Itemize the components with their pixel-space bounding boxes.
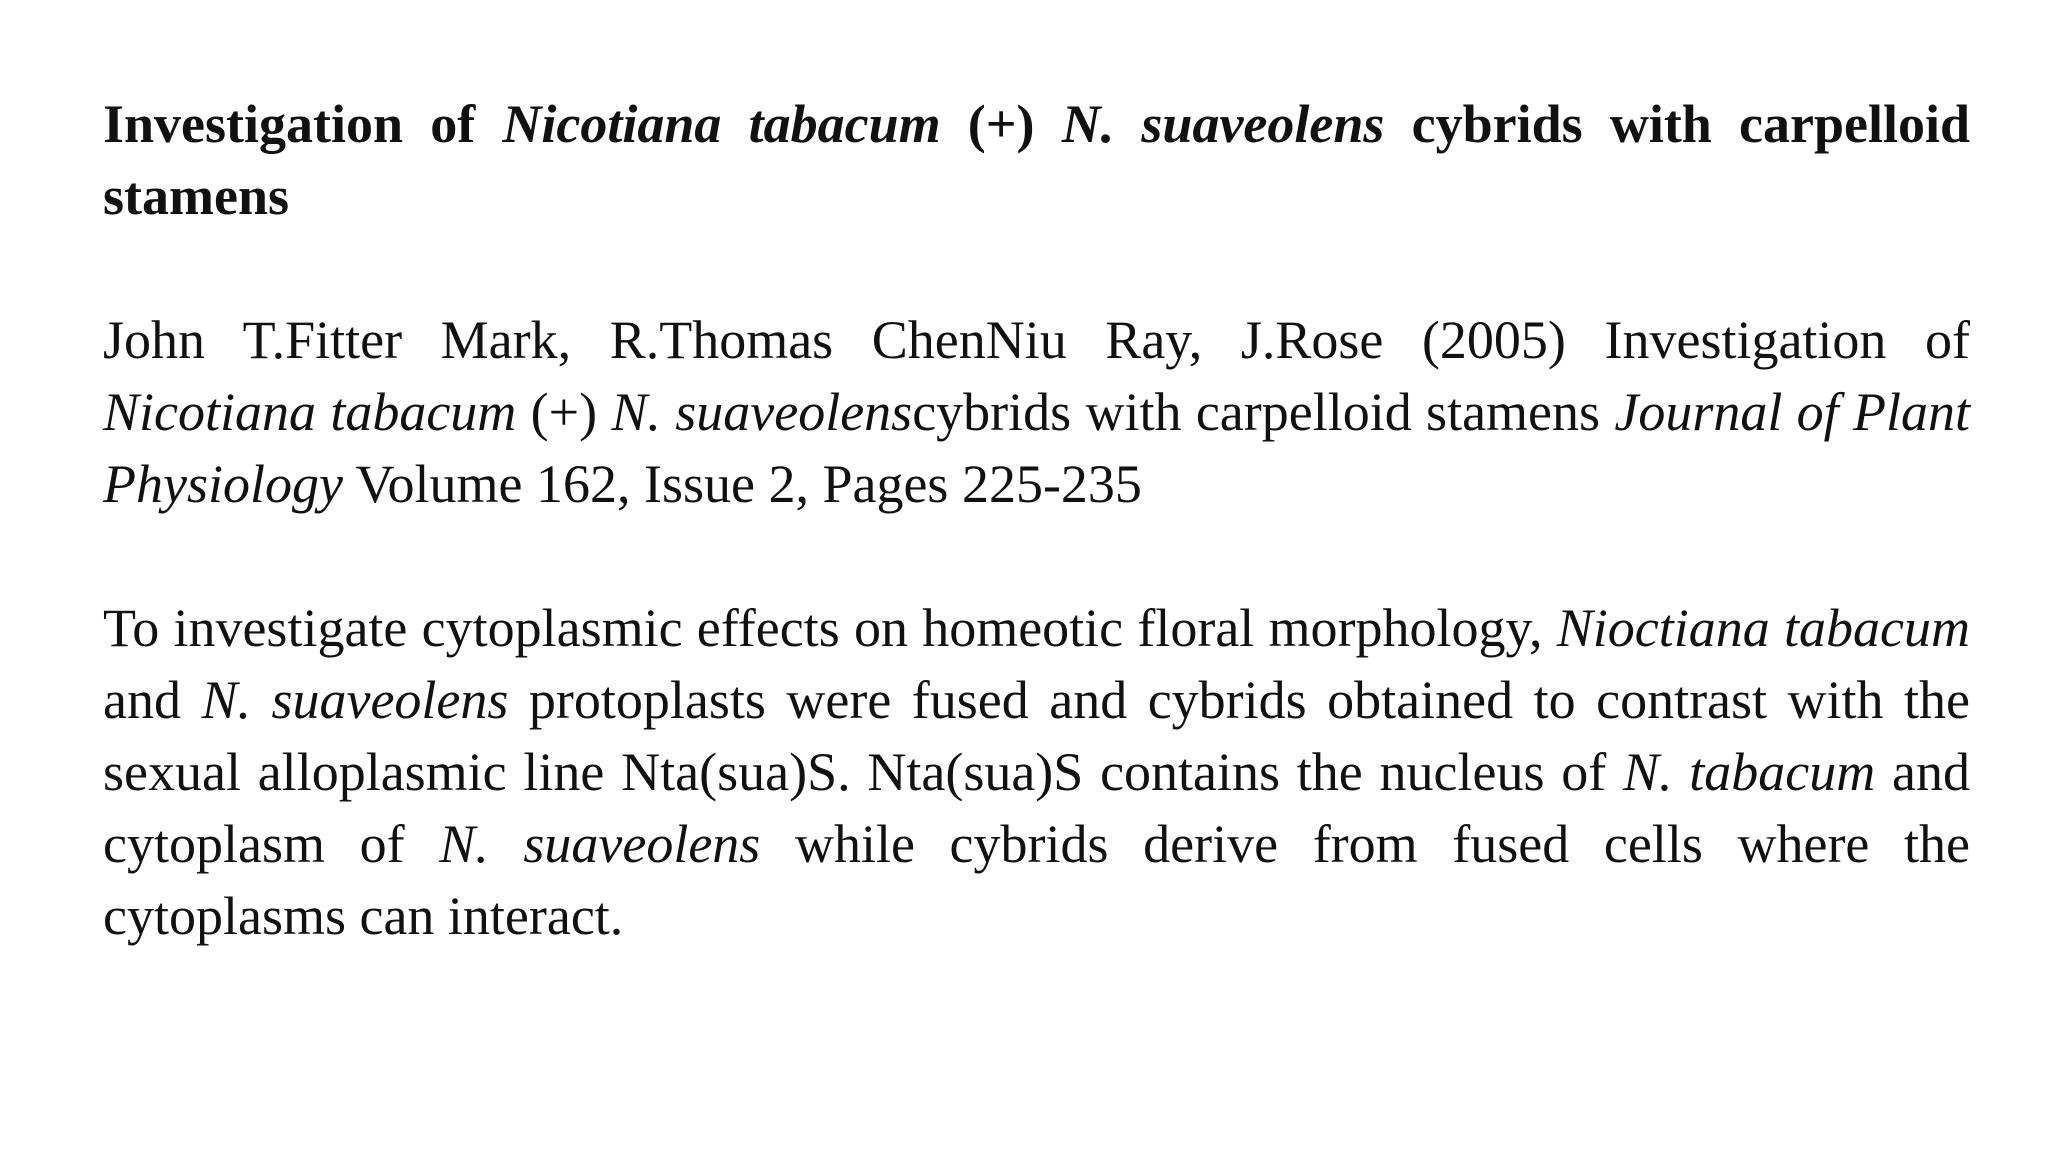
citation-text-3: cybrids with carpelloid stamens bbox=[912, 382, 1615, 442]
spacer bbox=[103, 232, 1970, 304]
title-text-2: (+) bbox=[940, 94, 1062, 154]
abstract-text-3: protoplasts were fused and cybrids obtained to contrast with the sexual alloplasmic line Nta(sua)S. Nta(sua)S contains the nucleus of bbox=[103, 670, 1971, 802]
citation-volume-pages: Volume 162, Issue 2, Pages 225-235 bbox=[342, 454, 1142, 514]
paper-title bbox=[103, 88, 1970, 232]
abstract-species-2: N. suaveolens bbox=[201, 670, 509, 730]
abstract-text-1: To investigate cytoplasmic effects on homeotic floral morphology, bbox=[103, 598, 1557, 658]
citation-text-2: (+) bbox=[516, 382, 612, 442]
citation-authors: John T.Fitter Mark, R.Thomas ChenNiu Ray, J.Rose (2005) Investigation of bbox=[103, 310, 1970, 370]
abstract-text-4: and cytoplasm of bbox=[103, 742, 1970, 874]
abstract-species-4: N. suaveolens bbox=[439, 814, 761, 874]
citation-journal: Journal of Plant Physiology bbox=[103, 382, 1971, 514]
title-text-1: Investigation of bbox=[103, 94, 503, 154]
slide-content bbox=[103, 88, 1970, 952]
title-species-2: N. suaveolens bbox=[1061, 94, 1385, 154]
title-species-1: Nicotiana tabacum bbox=[502, 94, 941, 154]
spacer bbox=[103, 520, 1970, 592]
citation bbox=[103, 304, 1970, 520]
citation-species-1: Nicotiana tabacum bbox=[103, 382, 517, 442]
abstract-text-5: while cybrids derive from fused cells where the cytoplasms can interact. bbox=[103, 814, 1971, 946]
abstract-species-3: N. tabacum bbox=[1623, 742, 1876, 802]
title-text-3: cybrids with carpelloid stamens bbox=[103, 94, 1970, 226]
abstract bbox=[103, 592, 1970, 952]
abstract-species-1: Nioctiana tabacum bbox=[1556, 598, 1970, 658]
citation-species-2: N. suaveolens bbox=[611, 382, 913, 442]
abstract-text-2: and bbox=[103, 670, 202, 730]
